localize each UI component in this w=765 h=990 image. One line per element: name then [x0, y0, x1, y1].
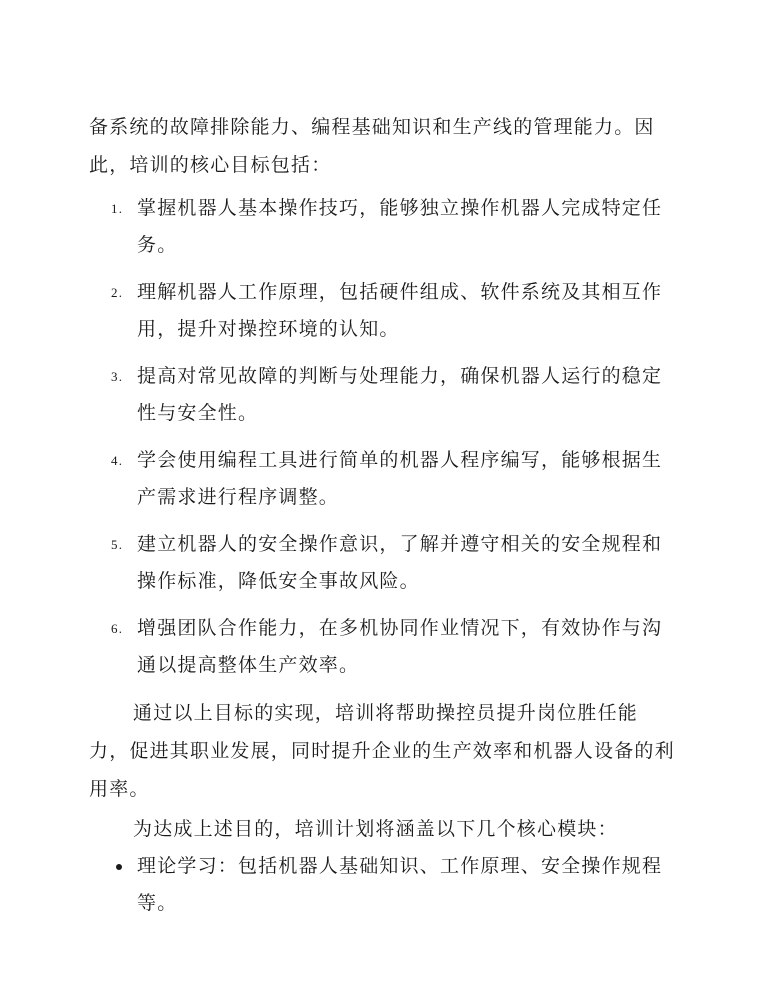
objective-item-2	[89, 274, 677, 348]
objective-item-1	[89, 190, 677, 264]
objective-item-3	[89, 358, 677, 432]
conclusion-paragraph: 通过以上目标的实现，培训将帮助操控员提升岗位胜任能力，促进其职业发展，同时提升企业的生产效率和机器人设备的利用率。	[89, 702, 675, 800]
objective-text: 建立机器人的安全操作意识，了解并遵守相关的安全规程和操作标准，降低安全事故风险。	[137, 533, 663, 592]
list-number: 6.	[111, 621, 124, 636]
list-number: 5.	[111, 537, 124, 552]
objective-text: 增强团队合作能力，在多机协同作业情况下，有效协作与沟通以提高整体生产效率。	[137, 617, 663, 676]
objective-text: 理解机器人工作原理，包括硬件组成、软件系统及其相互作用，提升对操控环境的认知。	[137, 281, 663, 340]
objective-text: 学会使用编程工具进行简单的机器人程序编写，能够根据生产需求进行程序调整。	[137, 449, 663, 508]
list-number: 2.	[111, 285, 124, 300]
objective-item-6	[89, 610, 677, 684]
list-number: 1.	[111, 201, 124, 216]
bullet-icon	[116, 864, 122, 870]
list-number: 3.	[111, 369, 124, 384]
intro-paragraph: 备系统的故障排除能力、编程基础知识和生产线的管理能力。因此，培训的核心目标包括：	[89, 116, 655, 176]
objective-item-5	[89, 526, 677, 600]
module-text: 理论学习：包括机器人基础知识、工作原理、安全操作规程等。	[137, 855, 663, 914]
objectives-list	[89, 190, 677, 684]
modules-list	[89, 848, 677, 922]
objective-text: 提高对常见故障的判断与处理能力，确保机器人运行的稳定性与安全性。	[137, 365, 663, 424]
modules-intro-paragraph: 为达成上述目的，培训计划将涵盖以下几个核心模块：	[133, 818, 618, 840]
module-item-1	[89, 848, 677, 922]
objective-text: 掌握机器人基本操作技巧，能够独立操作机器人完成特定任务。	[137, 197, 663, 256]
list-number: 4.	[111, 453, 124, 468]
objective-item-4	[89, 442, 677, 516]
